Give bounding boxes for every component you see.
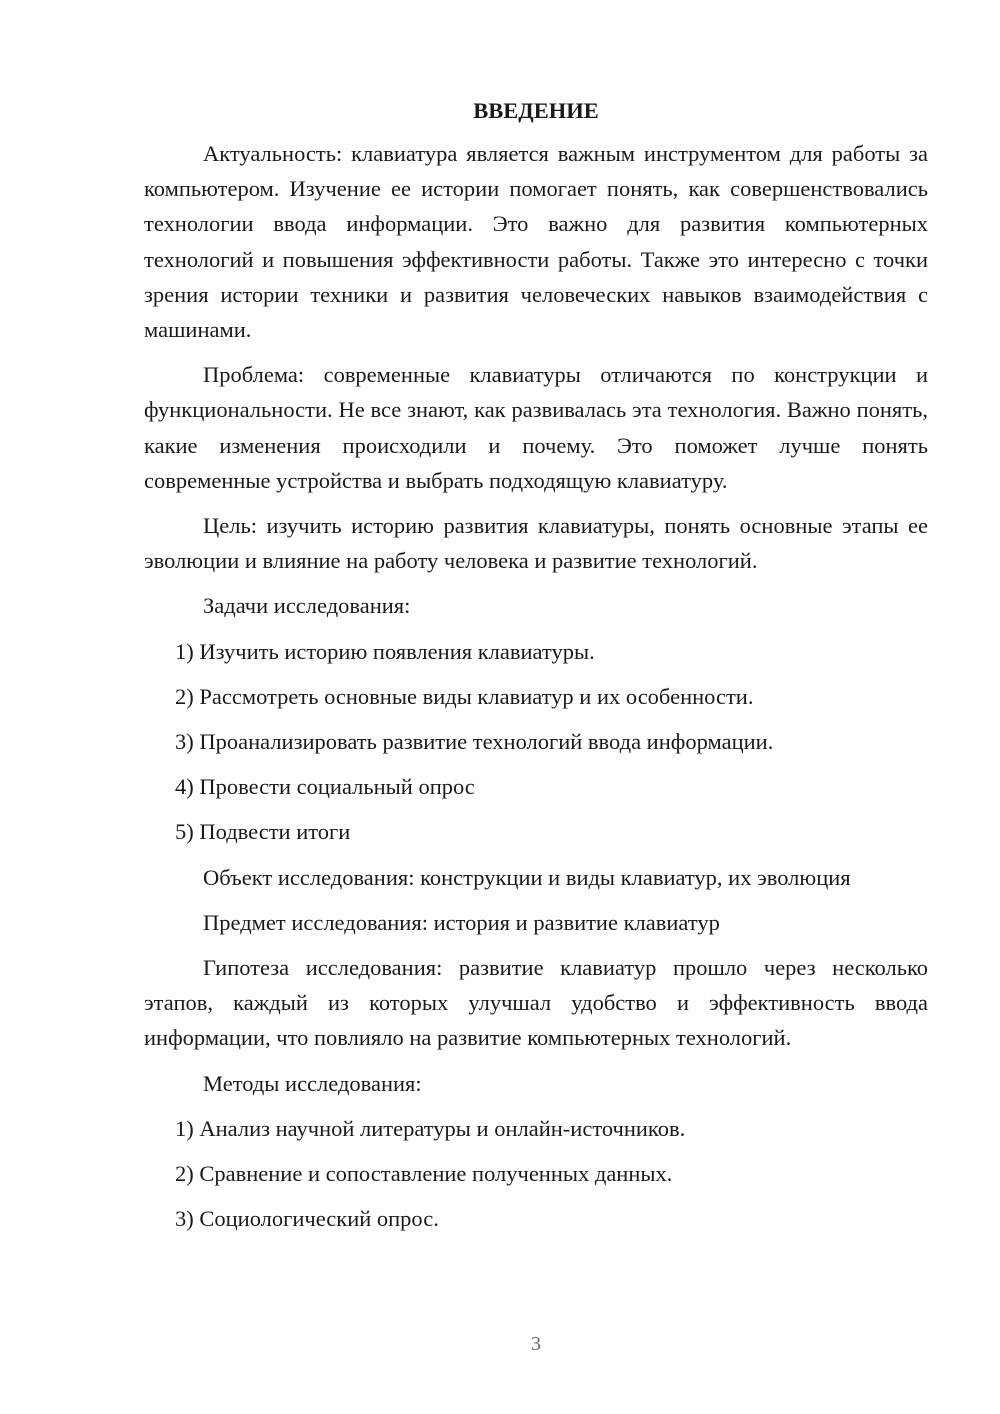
tasks-list bbox=[144, 634, 928, 850]
method-item: 2) Сравнение и сопоставление полученных данных. bbox=[175, 1161, 673, 1187]
problem-paragraph: Проблема: современные клавиатуры отличаются по конструкции и функциональности. Не все знают, как развивалась эта технология. Важно понять, какие изменения происходили и почему. Это поможет лучше понять современные устройства и выбрать подходящую клавиатуру. bbox=[144, 362, 928, 493]
task-item: 5) Подвести итоги bbox=[175, 819, 351, 845]
page-title: ВВЕДЕНИЕ bbox=[473, 98, 599, 123]
research-object: Объект исследования: конструкции и виды клавиатур, их эволюция bbox=[203, 864, 851, 890]
methods-heading: Методы исследования: bbox=[203, 1070, 422, 1096]
tasks-heading: Задачи исследования: bbox=[203, 593, 411, 619]
methods-list bbox=[144, 1111, 928, 1237]
hypothesis-paragraph: Гипотеза исследования: развитие клавиатур прошло через несколько этапов, каждый из которых улучшал удобство и эффективность ввода информации, что повлияло на развитие компьютерных технологий. bbox=[144, 955, 928, 1051]
page-content bbox=[144, 93, 928, 1246]
task-item: 1) Изучить историю появления клавиатуры. bbox=[175, 638, 595, 664]
method-item: 1) Анализ научной литературы и онлайн-источников. bbox=[175, 1115, 686, 1141]
task-item: 3) Проанализировать развитие технологий ввода информации. bbox=[175, 729, 774, 755]
method-item: 3) Социологический опрос. bbox=[175, 1206, 439, 1232]
task-item: 2) Рассмотреть основные виды клавиатур и их особенности. bbox=[175, 683, 754, 709]
goal-paragraph: Цель: изучить историю развития клавиатуры, понять основные этапы ее эволюции и влияние на работу человека и развитие технологий. bbox=[144, 513, 928, 574]
page-number: 3 bbox=[531, 1333, 541, 1355]
relevance-paragraph: Актуальность: клавиатура является важным инструментом для работы за компьютером. Изучение ее истории помогает понять, как совершенствовались технологии ввода информации. Это важно для развития компьютерных технологий и повышения эффективности работы. Также это интересно с точки зрения истории техники и развития человеческих навыков взаимодействия с машинами. bbox=[144, 141, 928, 343]
research-subject: Предмет исследования: история и развитие клавиатур bbox=[203, 909, 720, 935]
task-item: 4) Провести социальный опрос bbox=[175, 774, 475, 800]
